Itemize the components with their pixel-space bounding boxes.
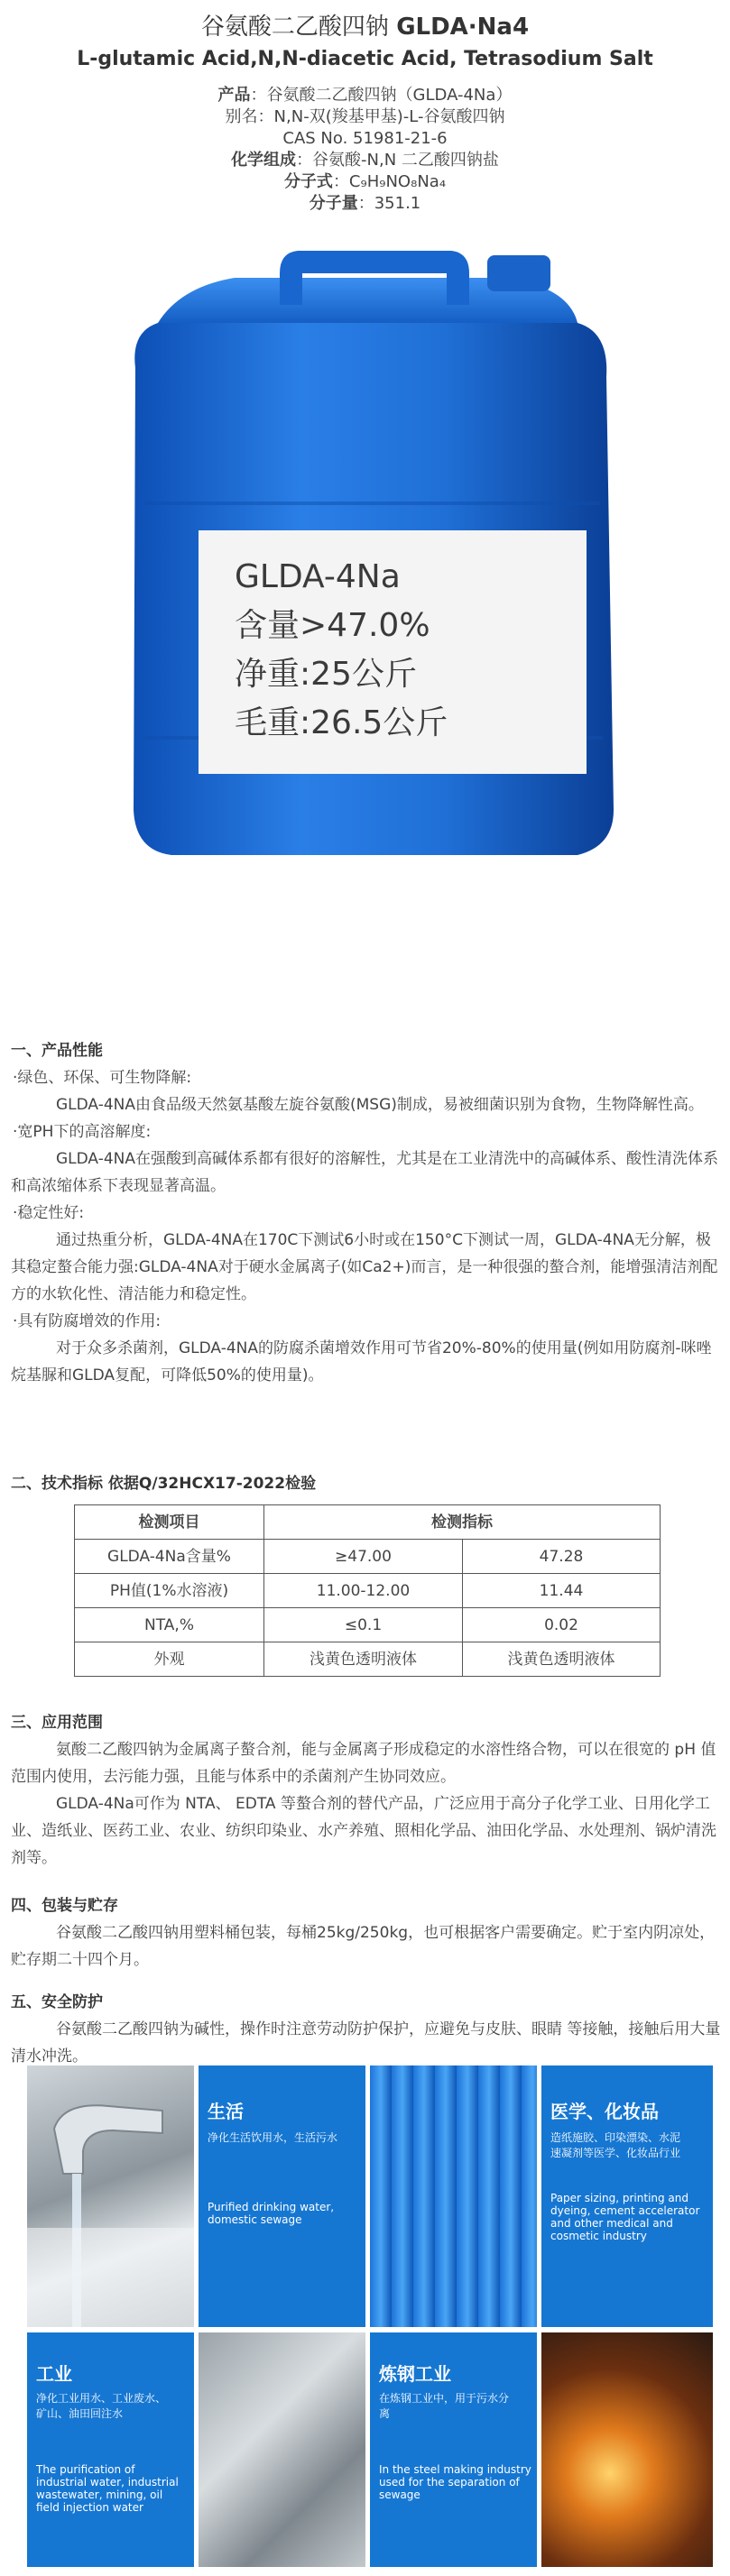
info-weight-label: 分子量 bbox=[309, 194, 358, 213]
cell-item: GLDA-4Na含量% bbox=[75, 1540, 264, 1574]
title-formula: GLDA·Na4 bbox=[396, 14, 530, 41]
page-title-cn bbox=[0, 9, 730, 45]
section5-para-1: 谷氨酸二乙酸四钠为碱性，操作时注意劳动防护保护，应避免与皮肤、眼睛 等接触，接触后用大量清水冲洗。 bbox=[11, 2020, 721, 2065]
spec-table bbox=[74, 1504, 661, 1677]
med-title: 医学、化妆品 bbox=[550, 2101, 659, 2122]
info-composition-value: ：谷氨酸-N,N 二乙酸四钠盐 bbox=[296, 151, 499, 170]
photo-steel-mill bbox=[541, 2332, 713, 2567]
info-weight bbox=[0, 193, 730, 215]
section-applications bbox=[11, 1709, 724, 1872]
drum-cap bbox=[487, 255, 550, 291]
section1-para-1: GLDA-4NA由食品级天然氨基酸左旋谷氨酸(MSG)制成，易被细菌识别为食物，生物降解性高。 bbox=[56, 1096, 704, 1114]
section3-para-1: 氨酸二乙酸四钠为金属离子螯合剂，能与金属离子形成稳定的水溶性络合物，可以在很宽的 pH 值范围内使用，去污能力强，且能与体系中的杀菌剂产生协同效应。 bbox=[11, 1741, 716, 1786]
cell-item: PH值(1%水溶液) bbox=[75, 1574, 264, 1608]
cell-value: 11.44 bbox=[463, 1574, 661, 1608]
section1-bullet-1: ·绿色、环保、可生物降解: bbox=[13, 1069, 192, 1087]
info-composition-label: 化学组成 bbox=[231, 151, 297, 170]
photo-mining bbox=[199, 2332, 365, 2567]
table-header-row bbox=[75, 1505, 661, 1540]
info-alias-value: ：N,N-双(羧基甲基)-L-谷氨酸四钠 bbox=[257, 107, 505, 126]
tile-industry bbox=[27, 2332, 194, 2567]
cell-value: 浅黄色透明液体 bbox=[463, 1642, 661, 1677]
tile-life bbox=[199, 2065, 365, 2327]
drum-label-text bbox=[235, 553, 448, 748]
steel-cn: 在炼钢工业中，用于污水分离 bbox=[379, 2392, 510, 2420]
cell-item: 外观 bbox=[75, 1642, 264, 1677]
med-en: Paper sizing, printing and dyeing, cement accelerator and other medical and cosmetic industry bbox=[550, 2192, 700, 2242]
title-cn-text: 谷氨酸二乙酸四钠 bbox=[200, 14, 397, 41]
photo-textiles bbox=[370, 2065, 537, 2327]
table-row bbox=[75, 1642, 661, 1677]
ind-title: 工业 bbox=[36, 2363, 72, 2385]
section-safety bbox=[11, 1989, 724, 2070]
section4-para-1: 谷氨酸二乙酸四钠用塑料桶包装，每桶25kg/250kg，也可根据客户需要确定。贮于室内阴凉处，贮存期二十四个月。 bbox=[11, 1924, 716, 1969]
cell-value: 0.02 bbox=[463, 1608, 661, 1642]
table-row bbox=[75, 1608, 661, 1642]
section-packaging bbox=[11, 1892, 724, 1973]
life-title: 生活 bbox=[208, 2101, 244, 2122]
life-cn: 净化生活饮用水，生活污水 bbox=[208, 2131, 338, 2144]
info-formula-value: ：C₉H₉NO₈Na₄ bbox=[332, 172, 447, 191]
section1-bullet-3: ·稳定性好: bbox=[13, 1204, 85, 1222]
page-title-en: L-glutamic Acid,N,N-diacetic Acid, Tetrasodium Salt bbox=[77, 48, 653, 70]
application-gallery bbox=[27, 2065, 713, 2567]
info-cas: CAS No. 51981-21-6 bbox=[282, 129, 448, 148]
ind-en: The purification of industrial water, industrial wastewater, mining, oil field injection water bbox=[36, 2463, 179, 2514]
col-header-item: 检测项目 bbox=[75, 1505, 264, 1540]
med-cn: 造纸施胶、印染漂染、水泥速凝剂等医学、化妆品行业 bbox=[550, 2131, 681, 2159]
section1-title: 一、产品性能 bbox=[11, 1042, 103, 1060]
info-formula-label: 分子式 bbox=[283, 172, 333, 191]
info-weight-value: ：351.1 bbox=[357, 194, 421, 213]
col-header-spec: 检测指标 bbox=[264, 1505, 661, 1540]
info-product-value: ：谷氨酸二乙酸四钠（GLDA-4Na） bbox=[250, 86, 513, 105]
table-row bbox=[75, 1574, 661, 1608]
section3-title: 三、应用范围 bbox=[11, 1714, 103, 1732]
product-info bbox=[0, 85, 730, 215]
cell-spec: ≤0.1 bbox=[264, 1608, 463, 1642]
section1-para-3: 通过热重分析，GLDA-4NA在170C下测试6小时或在150°C下测试一周，GLDA-4NA无分解，极其稳定螯合能力强:GLDA-4NA对于硬水金属离子(如Ca2+)而言，是一种很强的螯合剂，能增强清洁剂配方的水软化性、清洁能力和稳定性。 bbox=[11, 1231, 718, 1303]
section-performance bbox=[11, 1037, 724, 1389]
cell-value: 47.28 bbox=[463, 1540, 661, 1574]
section4-title: 四、包装与贮存 bbox=[11, 1897, 118, 1915]
header bbox=[0, 0, 730, 74]
steel-title: 炼钢工业 bbox=[379, 2363, 451, 2385]
label-line-3: 净重:25公斤 bbox=[235, 656, 417, 693]
steel-en: In the steel making industry used for the separation of sewage bbox=[379, 2463, 531, 2501]
info-composition bbox=[0, 150, 730, 171]
cell-spec: 浅黄色透明液体 bbox=[264, 1642, 463, 1677]
section1-para-4: 对于众多杀菌剂，GLDA-4NA的防腐杀菌增效作用可节省20%-80%的使用量(例如用防腐剂-咪唑烷基脲和GLDA复配，可降低50%的使用量)。 bbox=[11, 1339, 712, 1385]
label-line-2: 含量>47.0% bbox=[235, 607, 430, 644]
section1-para-2: GLDA-4NA在强酸到高碱体系都有很好的溶解性，尤其是在工业清洗中的高碱体系、酸性清洗体系和高浓缩体系下表现显著高温。 bbox=[11, 1150, 718, 1195]
section5-title: 五、安全防护 bbox=[11, 1993, 103, 2011]
section2-title: 二、技术指标 依据Q/32HCX17-2022检验 bbox=[11, 1475, 317, 1493]
cell-item: NTA,% bbox=[75, 1608, 264, 1642]
section-specifications bbox=[11, 1470, 724, 1677]
life-en: Purified drinking water, domestic sewage bbox=[208, 2201, 335, 2226]
photo-faucet bbox=[27, 2065, 194, 2327]
info-product bbox=[0, 85, 730, 106]
label-line-1: GLDA-4Na bbox=[235, 558, 401, 595]
tile-steel bbox=[370, 2332, 537, 2567]
info-alias-label: 别名 bbox=[225, 107, 258, 126]
ind-cn: 净化工业用水、工业废水、矿山、油田回注水 bbox=[36, 2392, 167, 2420]
info-alias bbox=[0, 106, 730, 128]
table-row bbox=[75, 1540, 661, 1574]
product-drum-image bbox=[0, 233, 730, 878]
cell-spec: 11.00-12.00 bbox=[264, 1574, 463, 1608]
section1-bullet-4: ·具有防腐增效的作用: bbox=[13, 1312, 162, 1330]
label-line-4: 毛重:26.5公斤 bbox=[235, 704, 448, 741]
tile-medicine bbox=[541, 2065, 713, 2327]
faucet-icon bbox=[27, 2065, 194, 2327]
info-product-label: 产品 bbox=[217, 86, 251, 105]
section1-bullet-2: ·宽PH下的高溶解度: bbox=[13, 1123, 152, 1141]
section3-para-2: GLDA-4Na可作为 NTA、 EDTA 等螯合剂的替代产品，广泛应用于高分子化学工业、日用化学工业、造纸业、医药工业、农业、纺织印染业、水产养殖、照相化学品、油田化学品、水处理剂、锅炉清洗剂等。 bbox=[11, 1795, 716, 1867]
cell-spec: ≥47.00 bbox=[264, 1540, 463, 1574]
info-formula bbox=[0, 171, 730, 193]
